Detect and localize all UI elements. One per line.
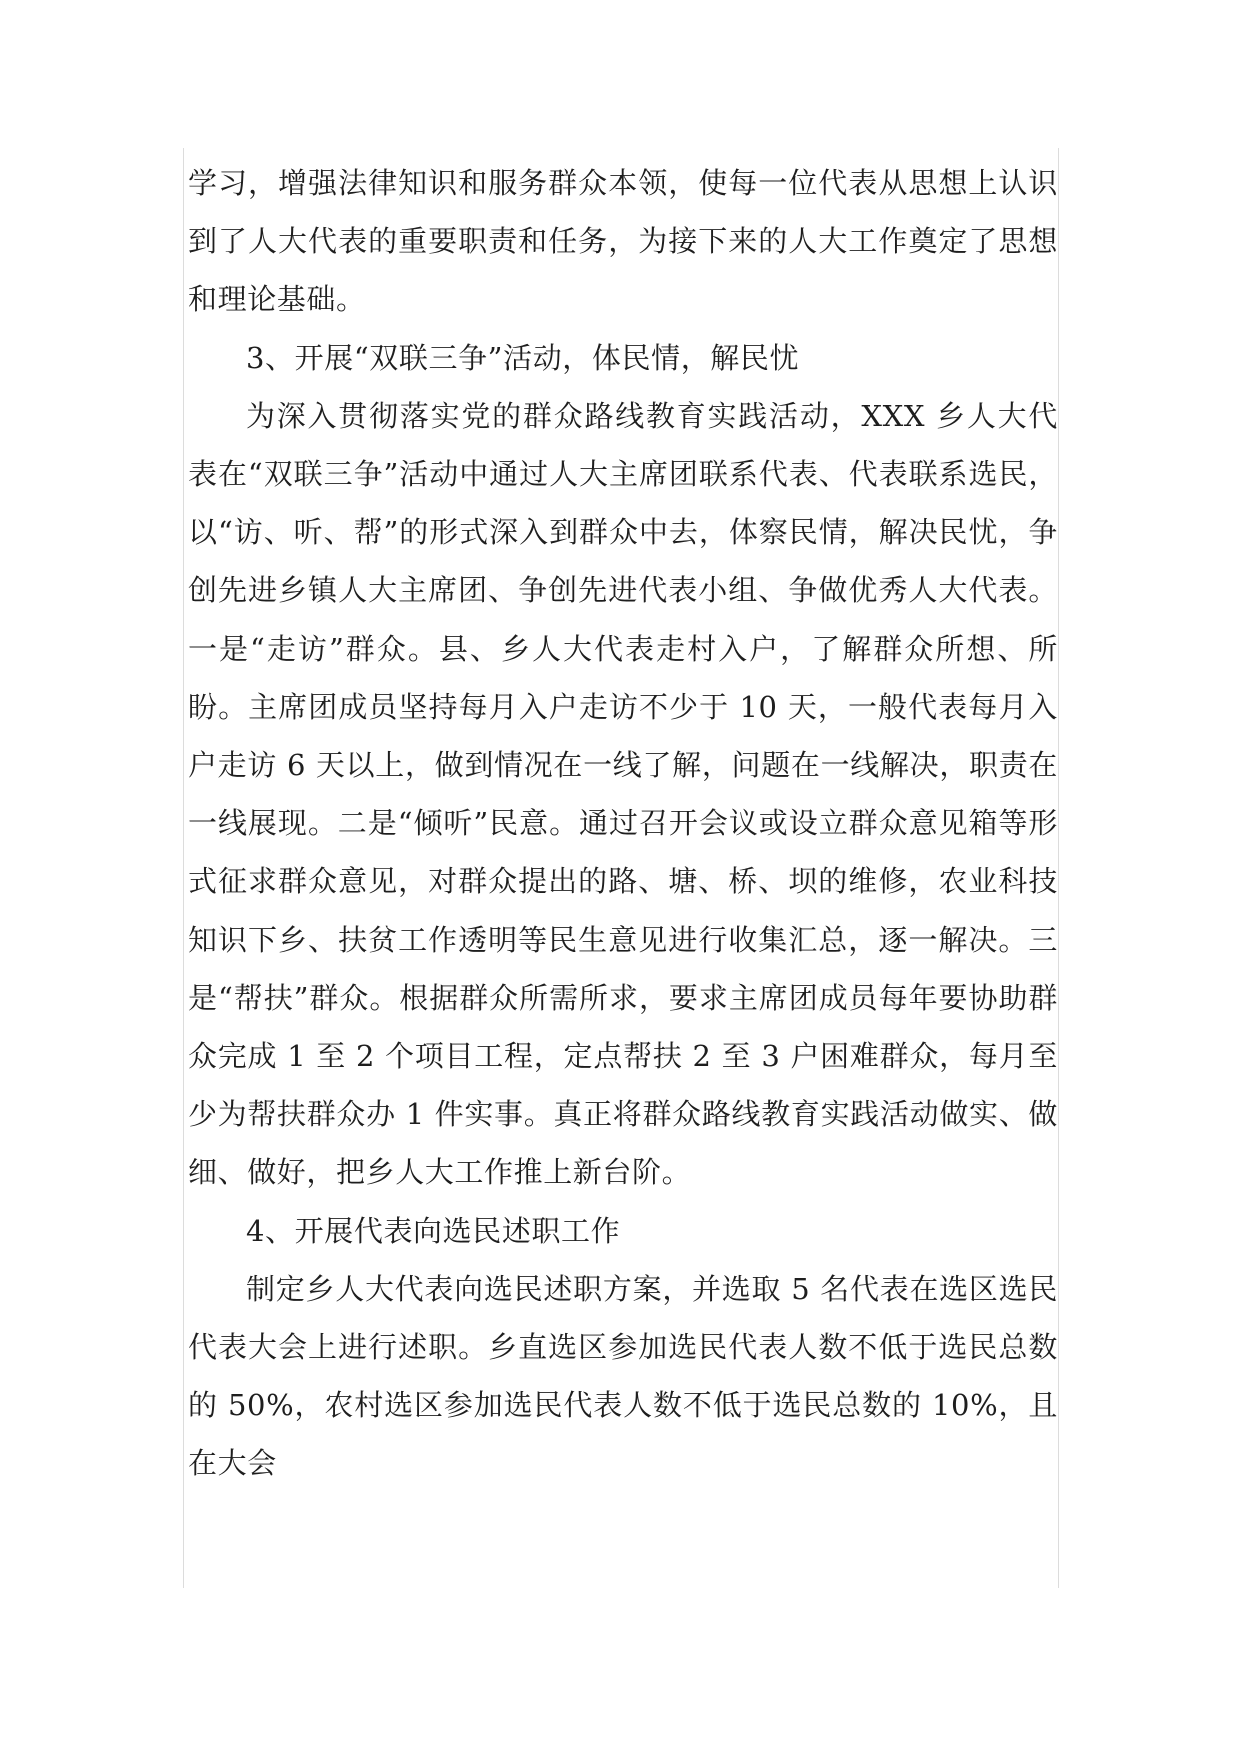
- paragraph-continuation: 学习，增强法律知识和服务群众本领，使每一位代表从思想上认识到了人大代表的重要职责和任务，为接下来的人大工作奠定了思想和理论基础。: [188, 166, 1058, 317]
- paragraph-shuzhi: 制定乡人大代表向选民述职方案，并选取 5 名代表在选区选民代表大会上进行述职。乡直选区参加选民代表人数不低于选民总数的 50%，农村选区参加选民代表人数不低于选民总数的 10%，且在大会: [188, 1271, 1058, 1481]
- paragraph-shuanglian: 为深入贯彻落实党的群众路线教育实践活动，XXX 乡人大代表在“双联三争”活动中通过人大主席团联系代表、代表联系选民，以“访、听、帮”的形式深入到群众中去，体察民情，解决民忧，争创先进乡镇人大主席团、争创先进代表小组、争做优秀人大代表。一是“走访”群众。县、乡人大代表走村入户，了解群众所想、所盼。主席团成员坚持每月入户走访不少于 10 天，一般代表每月入户走访 6 天以上，做到情况在一线了解，问题在一线解决，职责在一线展现。二是“倾听”民意。通过召开会议或设立群众意见箱等形式征求群众意见，对群众提出的路、塘、桥、坝的维修，农业科技知识下乡、扶贫工作透明等民生意见进行收集汇总，逐一解决。三是“帮扶”群众。根据群众所需所求，要求主席团成员每年要协助群众完成 1 至 2 个项目工程，定点帮扶 2 至 3 户困难群众，每月至少为帮扶群众办 1 件实事。真正将群众路线教育实践活动做实、做细、做好，把乡人大工作推上新台阶。: [188, 398, 1058, 1190]
- left-margin-line: [183, 148, 184, 1588]
- right-margin-line: [1058, 148, 1059, 1588]
- section-heading-4: 4、开展代表向选民述职工作: [246, 1213, 621, 1248]
- document-body: [188, 154, 1058, 1493]
- section-heading-3: 3、开展“双联三争”活动，体民情，解民忧: [246, 340, 800, 375]
